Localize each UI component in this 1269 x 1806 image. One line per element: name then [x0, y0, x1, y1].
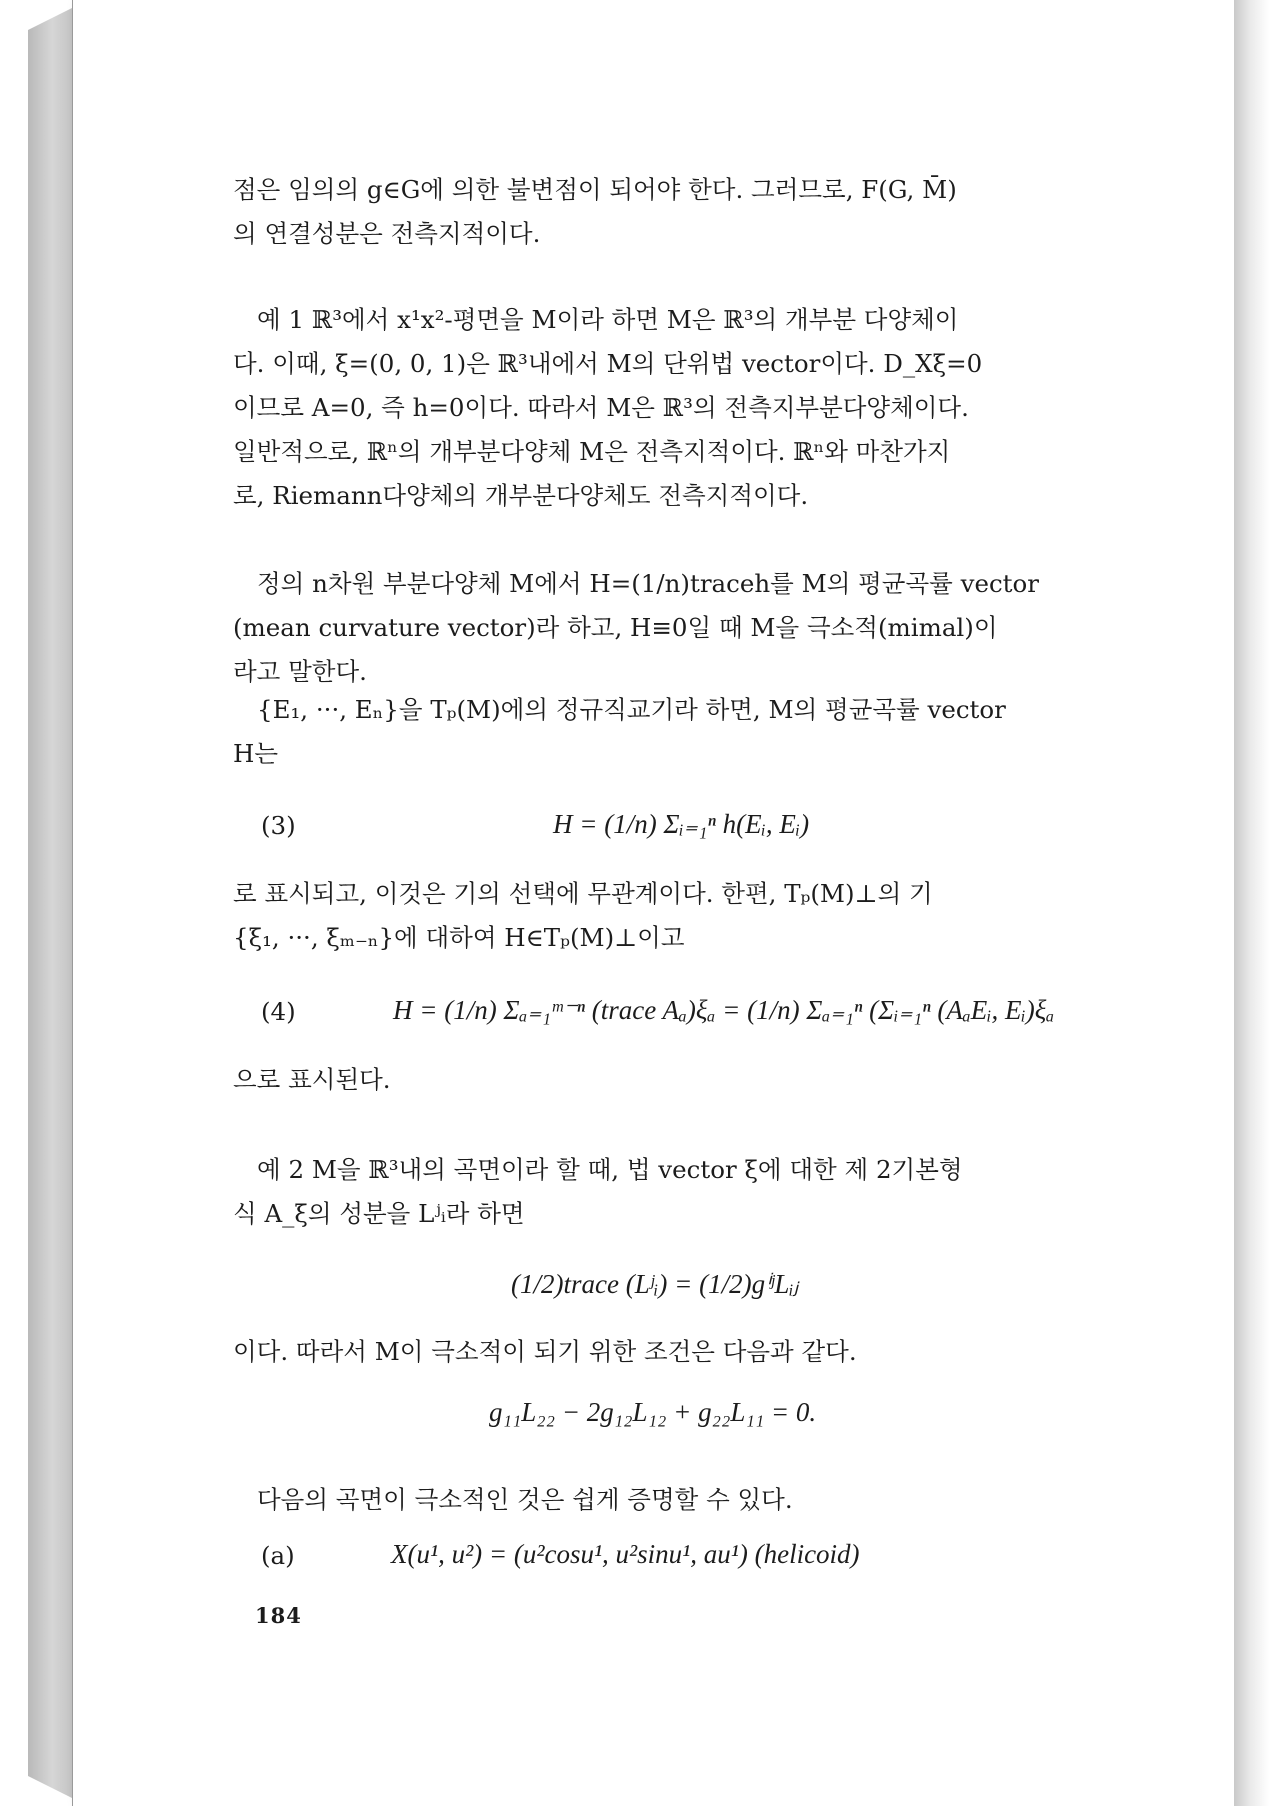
text-line: 이다. 따라서 M이 극소적이 되기 위한 조건은 다음과 같다.: [233, 1337, 857, 1366]
item-label: (a): [261, 1541, 295, 1570]
text-line: H는: [233, 739, 279, 768]
page-edge: [1234, 0, 1269, 1806]
definition-heading-line: 정의 n차원 부분다양체 M에서 H=(1/n)traceh를 M의 평균곡률 vector: [257, 569, 1039, 598]
equation-trace: (1/2)trace (Lʲᵢ) = (1/2)gⁱʲLᵢⱼ: [511, 1269, 799, 1299]
text-line: (mean curvature vector)라 하고, H≡0일 때 M을 극소적(mimal)이: [233, 613, 998, 642]
equation-minimal-condition: g₁₁L₂₂ − 2g₁₂L₁₂ + g₂₂L₁₁ = 0.: [489, 1397, 817, 1427]
example-1-heading-line: 예 1 ℝ³에서 x¹x²-평면을 M이라 하면 M은 ℝ³의 개부분 다양체이: [257, 305, 959, 334]
text-line: 이므로 A=0, 즉 h=0이다. 따라서 M은 ℝ³의 전측지부분다양체이다.: [233, 393, 969, 422]
text-line: 다음의 곡면이 극소적인 것은 쉽게 증명할 수 있다.: [257, 1485, 793, 1514]
text-line: 으로 표시된다.: [233, 1065, 391, 1094]
text-line: 일반적으로, ℝⁿ의 개부분다양체 M은 전측지적이다. ℝⁿ와 마찬가지: [233, 437, 951, 466]
text-line: 로 표시되고, 이것은 기의 선택에 무관계이다. 한편, Tₚ(M)⊥의 기: [233, 879, 933, 908]
helicoid-formula: X(u¹, u²) = (u²cosu¹, u²sinu¹, au¹) (helicoid): [391, 1539, 860, 1569]
text-line: 식 A_ξ의 성분을 Lʲᵢ라 하면: [233, 1199, 525, 1228]
text-line: 라고 말한다.: [233, 657, 367, 686]
text-line: 의 연결성분은 전측지적이다.: [233, 219, 541, 248]
text-line: 로, Riemann다양체의 개부분다양체도 전측지적이다.: [233, 481, 809, 510]
text-line: 다. 이때, ξ=(0, 0, 1)은 ℝ³내에서 M의 단위법 vector이다. D_Xξ=0: [233, 349, 983, 378]
book-spine: [28, 8, 72, 1798]
text-line: {E₁, ···, Eₙ}을 Tₚ(M)에의 정규직교기라 하면, M의 평균곡률 vector: [257, 695, 1006, 724]
equation-4: H = (1/n) Σₐ₌₁ᵐ⁻ⁿ (trace Aₐ)ξₐ = (1/n) Σₐ₌₁ⁿ (Σᵢ₌₁ⁿ (AₐEᵢ, Eᵢ)ξₐ: [393, 995, 1055, 1025]
equation-3: H = (1/n) Σᵢ₌₁ⁿ h(Eᵢ, Eᵢ): [553, 809, 810, 839]
equation-label: (4): [261, 997, 296, 1026]
text-line: 점은 임의의 g∈G에 의한 불변점이 되어야 한다. 그러므로, F(G, M̄): [233, 175, 957, 204]
equation-label: (3): [261, 811, 296, 840]
page-number: 184: [255, 1603, 302, 1628]
text-line: {ξ₁, ···, ξₘ₋ₙ}에 대하여 H∈Tₚ(M)⊥이고: [233, 923, 685, 952]
example-2-heading-line: 예 2 M을 ℝ³내의 곡면이라 할 때, 법 vector ξ에 대한 제 2기본형: [257, 1155, 963, 1184]
